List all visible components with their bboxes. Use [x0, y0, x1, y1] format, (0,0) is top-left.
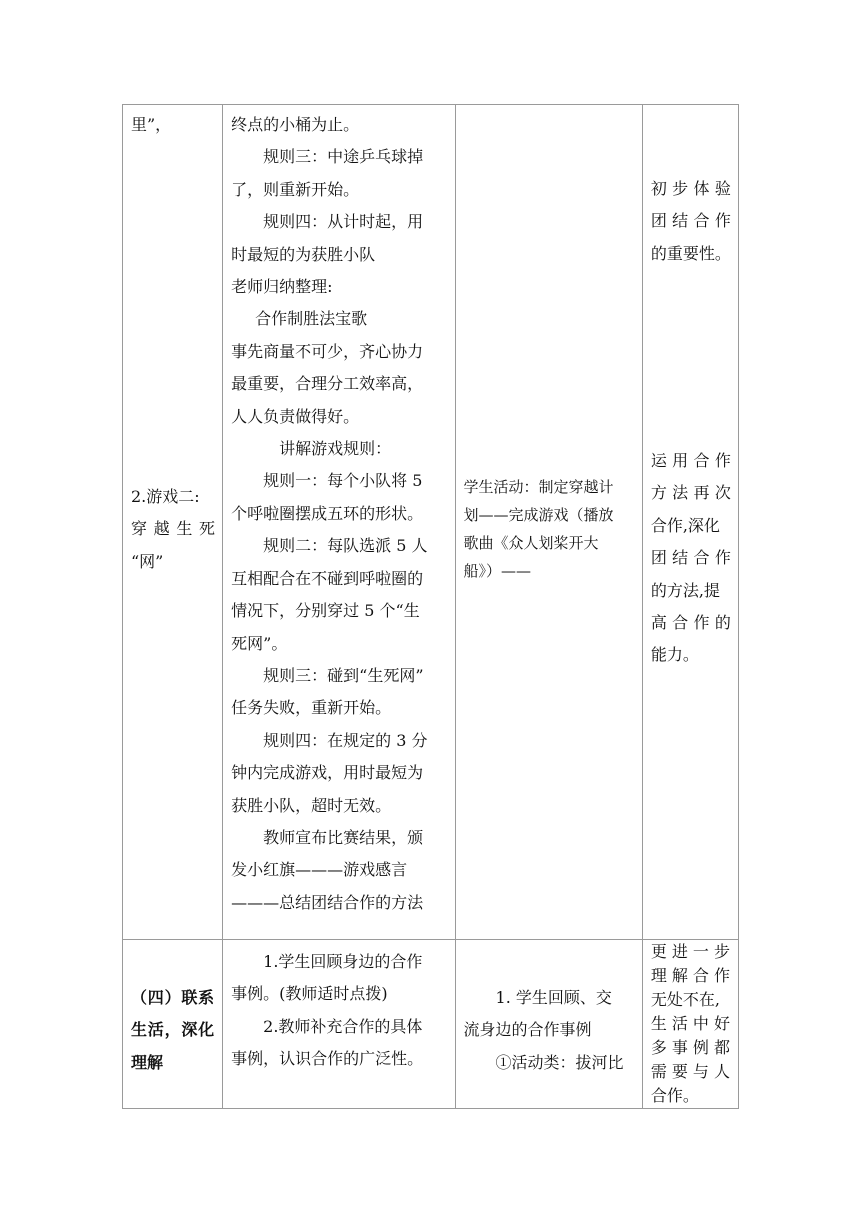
- text-line: 规则四：从计时起，用: [263, 212, 424, 232]
- text-line: 船》）——: [463, 562, 532, 580]
- text-line: 合作。: [650, 1086, 699, 1105]
- text-line: 生活中好: [650, 1014, 730, 1033]
- text-line: 更进一步: [650, 942, 730, 961]
- text-line: 规则一：每个小队将 5: [263, 471, 423, 491]
- design-intent-cell: [642, 105, 738, 940]
- text-line: ———总结团结合作的方法: [231, 892, 424, 912]
- text-line: 死网”。: [231, 633, 288, 653]
- text-line: 初步体验: [650, 179, 731, 198]
- text-line: 规则三：碰到“生死网”: [263, 665, 424, 685]
- teacher-activity-cell: [223, 105, 455, 940]
- text-line: 人人负责做得好。: [231, 406, 360, 426]
- text-line: 事例。(教师适时点拨): [231, 984, 388, 1004]
- student-activity-cell: [455, 940, 642, 1109]
- teacher-activity-cell: [223, 940, 455, 1109]
- text-line: 的方法,提: [650, 580, 720, 600]
- stage-game2-line1: 2.游戏二:: [131, 487, 200, 506]
- text-line: 事先商量不可少，齐心协力: [231, 341, 424, 361]
- text-line: 了，则重新开始。: [231, 179, 360, 199]
- text-line: 规则二：每队选派 5 人: [263, 536, 428, 556]
- text-line: 划——完成游戏（播放: [463, 506, 614, 524]
- text-line: 歌曲《众人划桨开大: [463, 534, 599, 552]
- student-activity-cell: [455, 105, 642, 940]
- text-line: 2.教师补充合作的具体: [263, 1016, 423, 1036]
- text-line: 教师宣布比赛结果，颁: [263, 827, 424, 847]
- text-line: 老师归纳整理:: [231, 277, 333, 297]
- text-line: 合作制胜法宝歌: [255, 309, 368, 329]
- text-line: ①活动类：拔河比: [495, 1052, 624, 1072]
- text-line: 获胜小队，超时无效。: [231, 795, 392, 815]
- text-line: 规则四：在规定的 3 分: [263, 730, 428, 750]
- table-row: [123, 940, 739, 1109]
- text-line: 的重要性。: [650, 243, 731, 263]
- design-intent-cell: [642, 940, 738, 1109]
- text-line: 事例，认识合作的广泛性。: [231, 1049, 424, 1069]
- text-line: 钟内完成游戏，用时最短为: [231, 763, 424, 783]
- text-line: 团结合作: [650, 211, 731, 231]
- text-line: 1.学生回顾身边的合作: [263, 952, 423, 971]
- table-row: [123, 105, 739, 940]
- text-line: 规则三：中途乒乓球掉: [263, 147, 424, 167]
- stage-game2-line2: 穿越生死: [131, 519, 215, 539]
- stage-game2-line3: “网”: [131, 551, 164, 571]
- text-line: 理解合作: [650, 966, 730, 985]
- text-line: 方法再次: [650, 483, 731, 503]
- activity-stage-cell: [123, 940, 223, 1109]
- text-line: 情况下，分别穿过 5 个“生: [231, 601, 420, 621]
- lesson-plan-table: [122, 104, 739, 1109]
- text-line: 任务失败，重新开始。: [231, 698, 392, 718]
- text-line: 时最短的为获胜小队: [231, 244, 376, 264]
- text-line: 讲解游戏规则：: [279, 439, 392, 459]
- text-line: 运用合作: [650, 451, 731, 470]
- text-line: 合作,深化: [650, 515, 720, 535]
- text-line: 学生活动：制定穿越计: [463, 478, 614, 496]
- text-line: 发小红旗———游戏感言: [231, 860, 408, 880]
- text-line: 高合作的: [650, 613, 731, 633]
- text-line: 终点的小桶为止。: [231, 115, 360, 134]
- text-line: 无处不在,: [650, 990, 720, 1009]
- text-line: （四）联系: [131, 988, 215, 1007]
- text-line: 团结合作: [650, 548, 731, 568]
- text-line: 生活，深化: [131, 1020, 215, 1040]
- text-line: 流身边的合作事例: [463, 1020, 592, 1040]
- stage-text-top: 里”，: [131, 115, 172, 134]
- text-line: 理解: [131, 1052, 164, 1072]
- text-line: 互相配合在不碰到呼啦圈的: [231, 568, 424, 588]
- activity-stage-cell: [123, 105, 223, 940]
- text-line: 需要与人: [650, 1062, 730, 1081]
- text-line: 多事例都: [650, 1038, 730, 1057]
- text-line: 最重要，合理分工效率高，: [231, 374, 424, 394]
- text-line: 能力。: [650, 645, 699, 665]
- text-line: 个呼啦圈摆成五环的形状。: [231, 503, 424, 523]
- text-line: 1. 学生回顾、交: [495, 988, 612, 1007]
